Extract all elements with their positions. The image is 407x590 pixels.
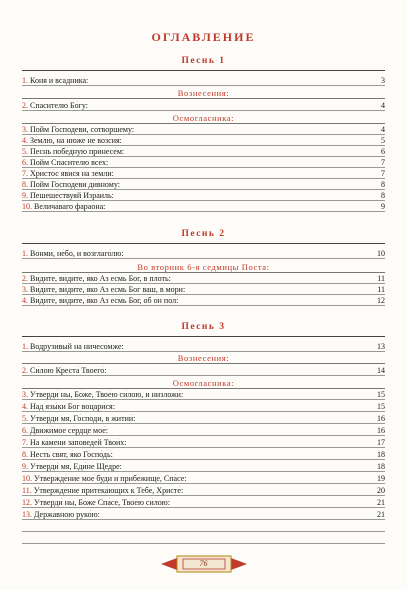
subsection-title: Вознесения: bbox=[177, 88, 230, 98]
toc-entry[interactable] bbox=[22, 450, 385, 460]
toc-entry[interactable] bbox=[22, 274, 385, 284]
entry-number: 1. bbox=[22, 76, 28, 85]
entry-text: Пойм Спасителю всех: bbox=[30, 158, 109, 167]
subsection-title: Вознесения: bbox=[177, 353, 230, 363]
section-title: Песнь 1 bbox=[181, 56, 226, 66]
entry-page: 5 bbox=[381, 136, 385, 145]
entry-number: 3. bbox=[22, 125, 28, 134]
page-title: ОГЛАВЛЕНИЕ bbox=[151, 30, 256, 44]
toc-entry[interactable] bbox=[22, 76, 385, 86]
entry-page: 11 bbox=[377, 274, 385, 283]
toc-entry[interactable] bbox=[22, 414, 385, 424]
subsection-title: Во вторник 6-я седмицы Поста: bbox=[137, 262, 270, 272]
entry-page: 18 bbox=[377, 450, 385, 459]
page-number: 76 bbox=[199, 559, 208, 568]
toc-entry[interactable] bbox=[22, 474, 385, 484]
entry-number: 3. bbox=[22, 390, 28, 399]
entry-text: Коня и всадника: bbox=[30, 76, 89, 85]
entry-number: 3. bbox=[22, 285, 28, 294]
toc-entry[interactable] bbox=[22, 249, 385, 259]
entry-number: 5. bbox=[22, 414, 28, 423]
entry-number: 2. bbox=[22, 274, 28, 283]
entry-page: 11 bbox=[377, 285, 385, 294]
entry-number: 9. bbox=[22, 462, 28, 471]
entry-page: 13 bbox=[377, 342, 385, 351]
toc-entry[interactable] bbox=[22, 285, 385, 295]
entry-page: 8 bbox=[381, 191, 385, 200]
toc-entry[interactable] bbox=[22, 522, 385, 532]
entry-number: 2. bbox=[22, 366, 28, 375]
entry-page: 18 bbox=[377, 462, 385, 471]
entry-page: 17 bbox=[377, 438, 385, 447]
entry-number: 12. bbox=[22, 498, 32, 507]
entry-page: 12 bbox=[377, 296, 385, 305]
subsection-title: Осмогласника: bbox=[172, 378, 235, 388]
entry-text: Держа́вною руко́ю: bbox=[34, 510, 100, 519]
subsection-divider bbox=[22, 123, 385, 124]
subsection-title: Осмогласника: bbox=[172, 113, 235, 123]
entry-text: Пешеше́ствуяй Изра́иль: bbox=[30, 191, 114, 200]
entry-text: Вонми́, не́бо, и возглаго́лю: bbox=[30, 249, 124, 258]
entry-page: 4 bbox=[381, 125, 385, 134]
entry-number: 10. bbox=[22, 202, 32, 211]
toc-entry[interactable] bbox=[22, 158, 385, 168]
entry-text: Си́лою Креста́ Твоего́: bbox=[30, 366, 107, 375]
entry-number: 7. bbox=[22, 169, 28, 178]
entry-text: Водрузи́вый на ничесо́мже: bbox=[30, 342, 124, 351]
entry-text: Песнь побе́дную принесе́м: bbox=[30, 147, 125, 156]
entry-text: Движи́мое се́рдце мое́: bbox=[30, 426, 108, 435]
toc-entry[interactable] bbox=[22, 366, 385, 376]
entry-page: 6 bbox=[381, 147, 385, 156]
section-divider bbox=[22, 70, 385, 71]
entry-page: 10 bbox=[377, 249, 385, 258]
toc-entry[interactable] bbox=[22, 426, 385, 436]
entry-text: Утверди́ ны, Бо́же Спа́се, Твое́ю си́лою: bbox=[34, 498, 170, 507]
entry-page: 16 bbox=[377, 414, 385, 423]
entry-page: 15 bbox=[377, 390, 385, 399]
entry-number: 4. bbox=[22, 402, 28, 411]
entry-page: 9 bbox=[381, 202, 385, 211]
entry-number: 4. bbox=[22, 136, 28, 145]
toc-entry[interactable] bbox=[22, 342, 385, 352]
entry-number: 11. bbox=[22, 486, 32, 495]
entry-text: Утверди́ ны, Бо́же, Твое́ю си́лою, и низложи́: bbox=[30, 390, 184, 399]
entry-text: Утвержде́ние притека́ющих к Тебе́, Христе́: bbox=[33, 486, 184, 495]
section-divider bbox=[22, 336, 385, 337]
entry-page: 8 bbox=[381, 180, 385, 189]
entry-number: 13. bbox=[22, 510, 32, 519]
entry-text: Утверди мя, Го́споди, в житии́: bbox=[30, 414, 136, 423]
entry-page: 16 bbox=[377, 426, 385, 435]
subsection-divider bbox=[22, 388, 385, 389]
entry-text: Утверди́ мя, Еди́не Ще́дре: bbox=[30, 462, 122, 471]
toc-entry[interactable] bbox=[22, 296, 385, 306]
entry-page: 4 bbox=[381, 101, 385, 110]
entry-number: 8. bbox=[22, 450, 28, 459]
subsection-divider bbox=[22, 98, 385, 99]
entry-text: Пойм Го́сподеви, сотворшему: bbox=[30, 125, 135, 134]
toc-entry[interactable] bbox=[22, 390, 385, 400]
entry-page: 21 bbox=[377, 498, 385, 507]
toc-entry[interactable] bbox=[22, 202, 385, 212]
entry-text: На ка́мени за́поведей Твои́х: bbox=[30, 438, 127, 447]
toc-entry[interactable] bbox=[22, 101, 385, 111]
toc-entry[interactable] bbox=[22, 147, 385, 157]
entry-page: 14 bbox=[377, 366, 385, 375]
toc-entry[interactable] bbox=[22, 169, 385, 179]
entry-page: 7 bbox=[381, 158, 385, 167]
entry-text: Над язы́ки Бог воцари́ся: bbox=[30, 402, 115, 411]
entry-number: 8. bbox=[22, 180, 28, 189]
toc-entry[interactable] bbox=[22, 125, 385, 135]
toc-entry[interactable] bbox=[22, 191, 385, 201]
entry-number: 2. bbox=[22, 101, 28, 110]
entry-page: 20 bbox=[377, 486, 385, 495]
entry-text: Велича́ваго фарао́на: bbox=[34, 202, 106, 211]
entry-text: Христо́с явися на земли: bbox=[30, 169, 114, 178]
toc-entry[interactable] bbox=[22, 462, 385, 472]
entry-text: Ви́дите, ви́дите, я́ко Аз есмь Бог ваш, в мо́ри: bbox=[30, 285, 186, 294]
entry-number: 6. bbox=[22, 158, 28, 167]
entry-page: 21 bbox=[377, 510, 385, 519]
entry-number: 1. bbox=[22, 249, 28, 258]
section-divider bbox=[22, 243, 385, 244]
entry-page: 19 bbox=[377, 474, 385, 483]
entry-number: 9. bbox=[22, 191, 28, 200]
toc-entry[interactable] bbox=[22, 498, 385, 508]
entry-page: 7 bbox=[381, 169, 385, 178]
toc-entry[interactable] bbox=[22, 438, 385, 448]
entry-text: Ви́дите, ви́дите, я́ко Аз есмь Бог, в плоть: bbox=[30, 274, 171, 283]
entry-number: 10. bbox=[22, 474, 32, 483]
subsection-divider bbox=[22, 272, 385, 273]
entry-page: 15 bbox=[377, 402, 385, 411]
entry-number: 6. bbox=[22, 426, 28, 435]
entry-text: Несть свят, я́ко Госпо́дь: bbox=[30, 450, 113, 459]
entry-text: Зе́млю, на нюже не возсия: bbox=[30, 136, 122, 145]
entry-text: Ви́дите, ви́дите, я́ко Аз есмь Бог, об он пол: bbox=[30, 296, 179, 305]
toc-entry[interactable] bbox=[22, 510, 385, 520]
subsection-divider bbox=[22, 363, 385, 364]
section-title: Песнь 3 bbox=[181, 322, 226, 332]
entry-number: 5. bbox=[22, 147, 28, 156]
entry-number: 7. bbox=[22, 438, 28, 447]
entry-number: 1. bbox=[22, 342, 28, 351]
toc-entry[interactable] bbox=[22, 486, 385, 496]
entry-text: Утвержде́ние мое́ буди и прибе́жище, Спа́се: bbox=[34, 474, 187, 483]
entry-text: Спасителю Бо́гу: bbox=[30, 101, 89, 110]
toc-entry[interactable] bbox=[22, 534, 385, 544]
toc-entry[interactable] bbox=[22, 402, 385, 412]
toc-entry[interactable] bbox=[22, 136, 385, 146]
toc-entry[interactable] bbox=[22, 180, 385, 190]
entry-page: 3 bbox=[381, 76, 385, 85]
entry-text: Пойм Го́сподеви ди́вному: bbox=[30, 180, 120, 189]
section-title: Песнь 2 bbox=[181, 229, 226, 239]
entry-number: 4. bbox=[22, 296, 28, 305]
